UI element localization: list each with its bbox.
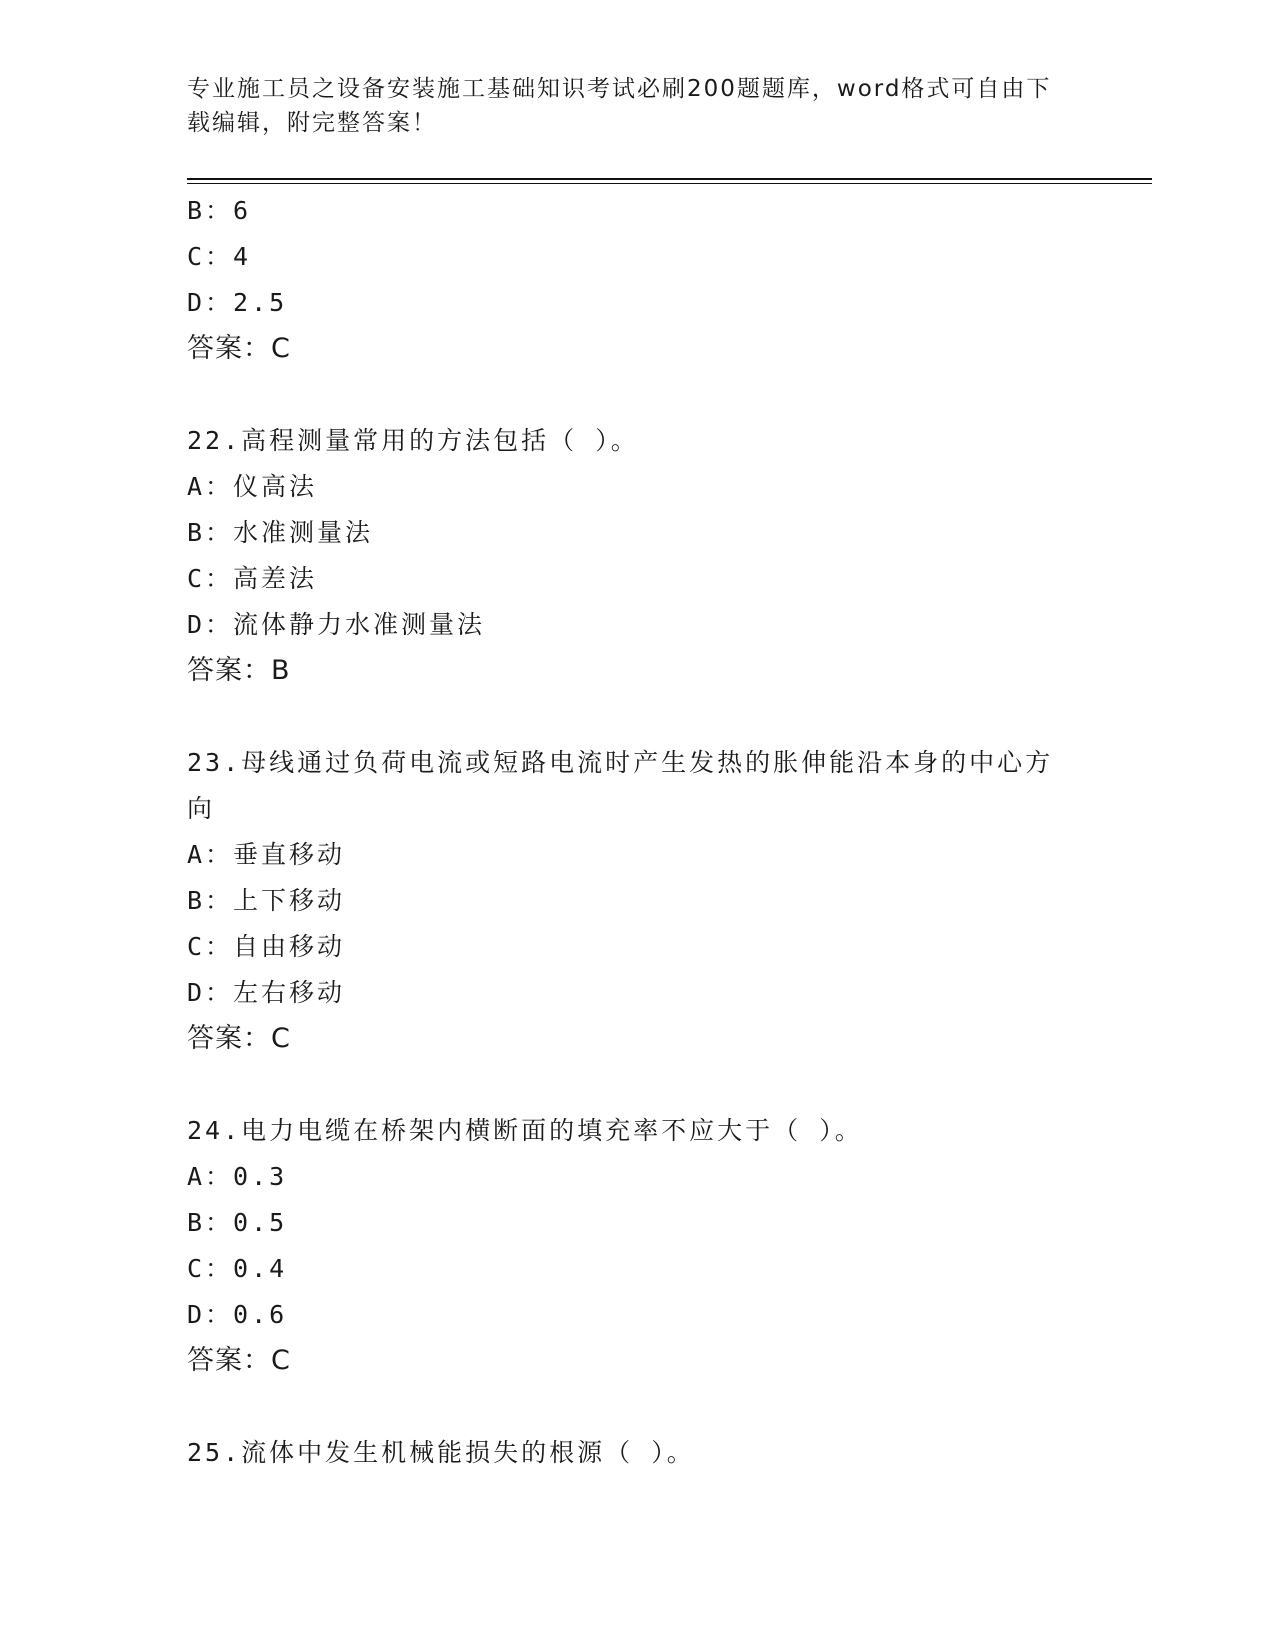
option-c: C：自由移动 [187,932,346,961]
option-c: C：0.4 [187,1254,288,1283]
answer-line: 答案：C [187,1345,291,1376]
option-d: D：流体静力水准测量法 [187,610,486,639]
answer-line: 答案：C [187,333,291,364]
option-c: C：高差法 [187,564,318,593]
answer-line: 答案：C [187,1023,291,1054]
spacer [187,1062,1087,1108]
header-divider-top [187,178,1152,180]
option-a: A：0.3 [187,1162,288,1191]
question-block-22 [187,418,1087,694]
option-b: B：上下移动 [187,886,346,915]
spacer [187,1384,1087,1430]
question-block-24 [187,1108,1087,1384]
answer-line: 答案：B [187,655,291,686]
question-block-21 [187,188,1087,372]
option-b: B：水准测量法 [187,518,374,547]
question-block-23 [187,740,1087,1062]
header-divider-bottom [187,183,1152,184]
option-c: C：4 [187,242,252,271]
option-a: A：仪高法 [187,472,318,501]
document-header [187,72,1067,140]
option-d: D：0.6 [187,1300,288,1329]
header-title: 专业施工员之设备安装施工基础知识考试必刷200题题库，word格式可自由下载编辑，附完整答案！ [187,76,1052,136]
question-text: 23.母线通过负荷电流或短路电流时产生发热的胀伸能沿本身的中心方向 [187,748,1054,823]
option-b: B：6 [187,196,252,225]
question-block-25 [187,1430,1087,1476]
option-a: A：垂直移动 [187,840,346,869]
question-text: 25.流体中发生机械能损失的根源（ ）。 [187,1438,695,1467]
option-d: D：左右移动 [187,978,346,1007]
spacer [187,694,1087,740]
option-d: D：2.5 [187,288,288,317]
question-text: 24.电力电缆在桥架内横断面的填充率不应大于（ ）。 [187,1116,863,1145]
question-list [187,188,1087,1476]
question-text: 22.高程测量常用的方法包括（ ）。 [187,426,639,455]
option-b: B：0.5 [187,1208,288,1237]
spacer [187,372,1087,418]
